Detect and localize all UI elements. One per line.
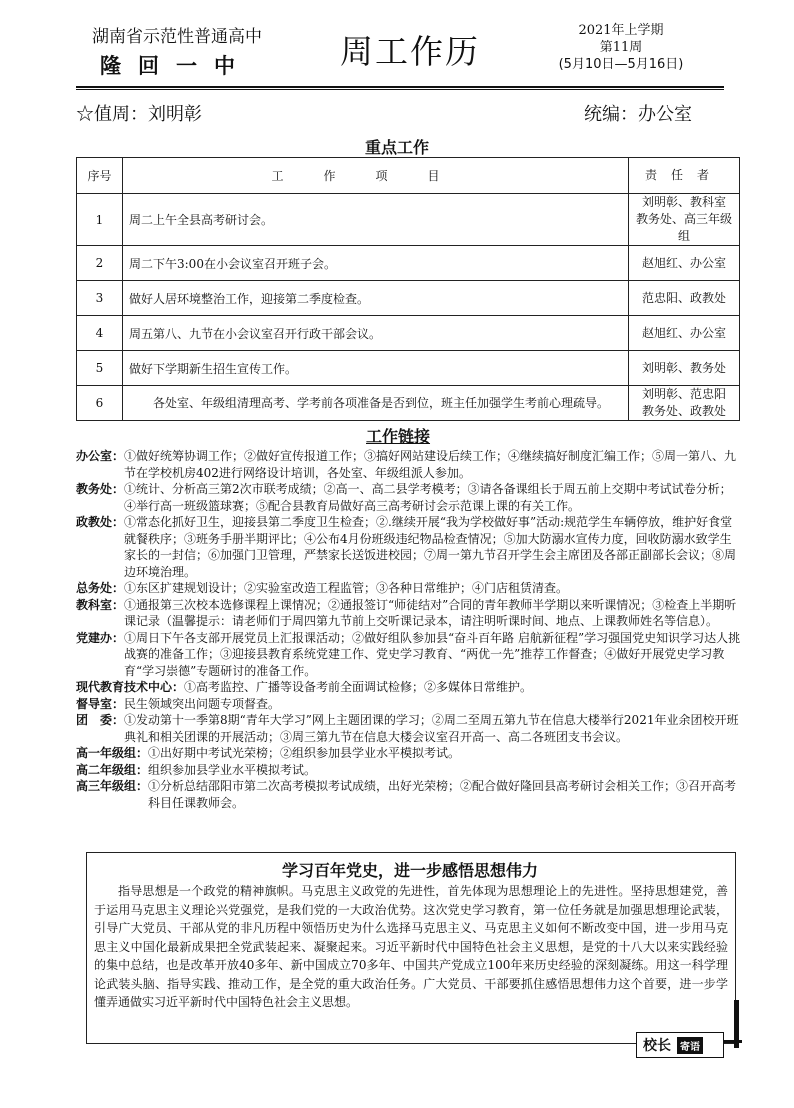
row-resp-line: 刘明彰、范忠阳 xyxy=(641,387,726,401)
row-no: 2 xyxy=(77,246,123,281)
dept-grade3 xyxy=(76,778,742,811)
duty-line xyxy=(76,100,202,126)
header-item: 工作项目 xyxy=(123,158,629,194)
dept-political xyxy=(76,514,742,580)
table-row xyxy=(77,316,740,351)
essay-body: 指导思想是一个政党的精神旗帜。马克思主义政党的先进性，首先体现为思想理论上的先进性。坚持思想建党，善于运用马克思主义理论兴党强党，是我们党的一大政治优势。这次党史学习教育，第一位任务就是加强思想理论武装，引导广大党员、干部从党的非凡历程中领悟历史为什么选择马克思主义、马克思主义如何不断改变中国，进一步用马克思主义中国化最新成果把全党武装起来、凝聚起来。习近平新时代中国特色社会主义思想，是党的十八大以来实践经验的集中总结，也是改革开放40多年、新中国成立70多年、中国共产党成立100年来历史经验的深刻凝练。用这一科学理论武装头脑、指导实践、推动工作，是全党的重大政治任务。广大党员、干部要抓住感悟思想伟力这个首要，进一步学懂弄通做实习近平新时代中国特色社会主义思想。 xyxy=(94,884,728,1009)
table-row xyxy=(77,246,740,281)
dept-grade1 xyxy=(76,745,742,762)
dept-label: 高三年级组： xyxy=(76,779,149,793)
row-item: 周五第八、九节在小会议室召开行政干部会议。 xyxy=(123,316,629,351)
dept-label: 督导室： xyxy=(76,696,125,711)
row-item: 周二下午3:00在小会议室召开班子会。 xyxy=(123,246,629,281)
dept-label: 总务处： xyxy=(76,581,125,595)
dept-label: 团 委： xyxy=(76,713,125,727)
duty-name: 刘明彰 xyxy=(148,104,202,125)
row-item: 各处室、年级组清理高考、学考前各项准备是否到位，班主任加强学生考前心理疏导。 xyxy=(123,386,629,421)
dept-tech-center xyxy=(76,679,742,696)
row-no: 1 xyxy=(77,194,123,246)
row-no: 5 xyxy=(77,351,123,386)
dept-label: 高一年级组： xyxy=(76,746,149,760)
week: 第11周 xyxy=(599,40,643,55)
term: 2021年上学期 xyxy=(578,23,664,38)
essay-title: 学习百年党史，进一步感悟思想伟力 xyxy=(281,861,538,880)
stamp-bar-horizontal xyxy=(722,1040,742,1043)
row-item: 做好人居环境整治工作，迎接第二季度检查。 xyxy=(123,281,629,316)
school-short-name: 隆回一中 xyxy=(100,53,252,78)
dept-text: 民生领域突出问题专项督查。 xyxy=(124,696,281,711)
principal-message-stamp xyxy=(636,1032,724,1058)
dept-party xyxy=(76,630,742,680)
department-list xyxy=(76,448,742,811)
dept-text: 组织参加县学业水平模拟考试。 xyxy=(148,762,317,777)
row-resp xyxy=(629,194,740,246)
term-info xyxy=(545,22,697,73)
table-row xyxy=(77,281,740,316)
row-resp: 刘明彰、教务处 xyxy=(629,351,740,386)
row-item: 做好下学期新生招生宣传工作。 xyxy=(123,351,629,386)
row-resp xyxy=(629,386,740,421)
dept-general xyxy=(76,580,742,597)
dept-text: ①高考监控、广播等设备考前全面调试检修；②多媒体日常维护。 xyxy=(184,680,533,694)
dept-label: 高二年级组： xyxy=(76,762,149,777)
work-links-title: 工作链接 xyxy=(366,427,431,446)
dept-office xyxy=(76,448,742,481)
dept-youth-league xyxy=(76,712,742,745)
dept-text: ①东区扩建规划设计；②实验室改造工程监管；③各种日常维护；④门店租赁清查。 xyxy=(124,581,569,595)
dept-text: ①分析总结邵阳市第二次高考模拟考试成绩，出好光荣榜；②配合做好隆回县高考研讨会相关工作；③召开高考科目任课教师会。 xyxy=(148,779,737,810)
dept-supervision xyxy=(76,696,742,713)
dept-label: 教科室： xyxy=(76,597,125,612)
dept-text: ①周日下午各支部开展党员上汇报课活动；②做好组队参加县“奋斗百年路 启航新征程”学习强国党史知识学习达人挑战赛的准备工作；③迎接县教育系统党建工作、党史学习教育、“两优一先”推荐工作督查；④做好开展党史学习教育“学习崇德”专题研讨的准备工作。 xyxy=(124,630,741,678)
editor-line xyxy=(584,100,692,126)
dept-text: ①发动第十一季第8期“青年大学习”网上主题团课的学习；②周二至周五第九节在信息大楼举行2021年业余团校开班典礼和相关团课的开展活动；③周三第九节在信息大楼会议室召开高一、高二各班团支书会议。 xyxy=(124,713,739,744)
dept-label: 现代教育技术中心： xyxy=(76,680,185,694)
dept-label: 政教处： xyxy=(76,515,125,529)
key-works-title: 重点工作 xyxy=(365,138,430,157)
dept-text: ①通报第三次校本选修课程上课情况；②通报签订“师徒结对”合同的青年教师半学期以来听课情况；③检查上半期听课记录（温馨提示：请老师们于周四第九节前上交听课记录本，请注明听课时间、地点、上课教师姓名等信息）。 xyxy=(124,597,737,628)
dept-text: ①做好统筹协调工作；②做好宣传报道工作；③搞好网站建设后续工作；④继续搞好制度汇编工作；⑤周一第八、九节在学校机房402进行网络设计培训，各处室、年级组派人参加。 xyxy=(124,449,737,480)
table-row xyxy=(77,386,740,421)
row-item: 周二上午全县高考研讨会。 xyxy=(123,194,629,246)
row-no: 4 xyxy=(77,316,123,351)
row-no: 6 xyxy=(77,386,123,421)
dept-label: 党建办： xyxy=(76,630,125,645)
row-resp-line: 刘明彰、教科室 xyxy=(641,195,726,209)
page-title: 周工作历 xyxy=(340,32,480,71)
header-rule-thin xyxy=(76,89,724,90)
dept-text: ①常态化抓好卫生，迎接县第二季度卫生检查；②.继续开展“我为学校做好事”活动:规范学生车辆停放，维护好食堂就餐秩序；③班务手册半期评比；④公布4月份班级违纪物品检查情况；⑤加大防溺水宣传力度，回收防溺水致学生家长的一封信；⑥加强门卫管理，严禁家长送饭进校园；⑦周一第九节召开学生会主席团及各部正副部长会议；⑧周边环境治理。 xyxy=(124,515,737,579)
key-works-table xyxy=(76,157,740,421)
dept-text: ①出好期中考试光荣榜；②组织参加县学业水平模拟考试。 xyxy=(148,746,461,760)
dept-research xyxy=(76,597,742,630)
row-resp-line: 教务处、政教处 xyxy=(641,404,726,418)
row-resp-line: 教务处、高三年级组 xyxy=(635,212,732,243)
table-row xyxy=(77,351,740,386)
stamp-label: 校长 xyxy=(643,1038,671,1054)
header-rule xyxy=(76,86,724,88)
row-resp: 范忠阳、政教处 xyxy=(629,281,740,316)
table-row xyxy=(77,194,740,246)
header-no: 序号 xyxy=(77,158,123,194)
dept-text: ①统计、分析高三第2次市联考成绩；②高一、高二县学考模考；③请各备课组长于周五前上交期中考试试卷分析；④举行高一班级篮球赛；⑤配合县教育局做好高三高考研讨会示范课上课的有关工作。 xyxy=(124,482,732,513)
editor-name: 办公室 xyxy=(638,104,692,125)
dept-grade2 xyxy=(76,762,742,779)
dept-label: 办公室： xyxy=(76,449,125,463)
dept-label: 教务处： xyxy=(76,482,125,496)
row-resp: 赵旭红、办公室 xyxy=(629,246,740,281)
header-resp: 责任者 xyxy=(629,158,740,194)
school-name: 湖南省示范性普通高中 xyxy=(92,27,262,47)
editor-label: 统编： xyxy=(584,104,638,125)
duty-label: ☆值周： xyxy=(76,104,148,125)
row-no: 3 xyxy=(77,281,123,316)
dept-academic xyxy=(76,481,742,514)
row-resp: 赵旭红、办公室 xyxy=(629,316,740,351)
stamp-tag: 寄语 xyxy=(677,1037,703,1054)
date-range: (5月10日—5月16日) xyxy=(558,57,684,72)
table-header-row xyxy=(77,158,740,194)
